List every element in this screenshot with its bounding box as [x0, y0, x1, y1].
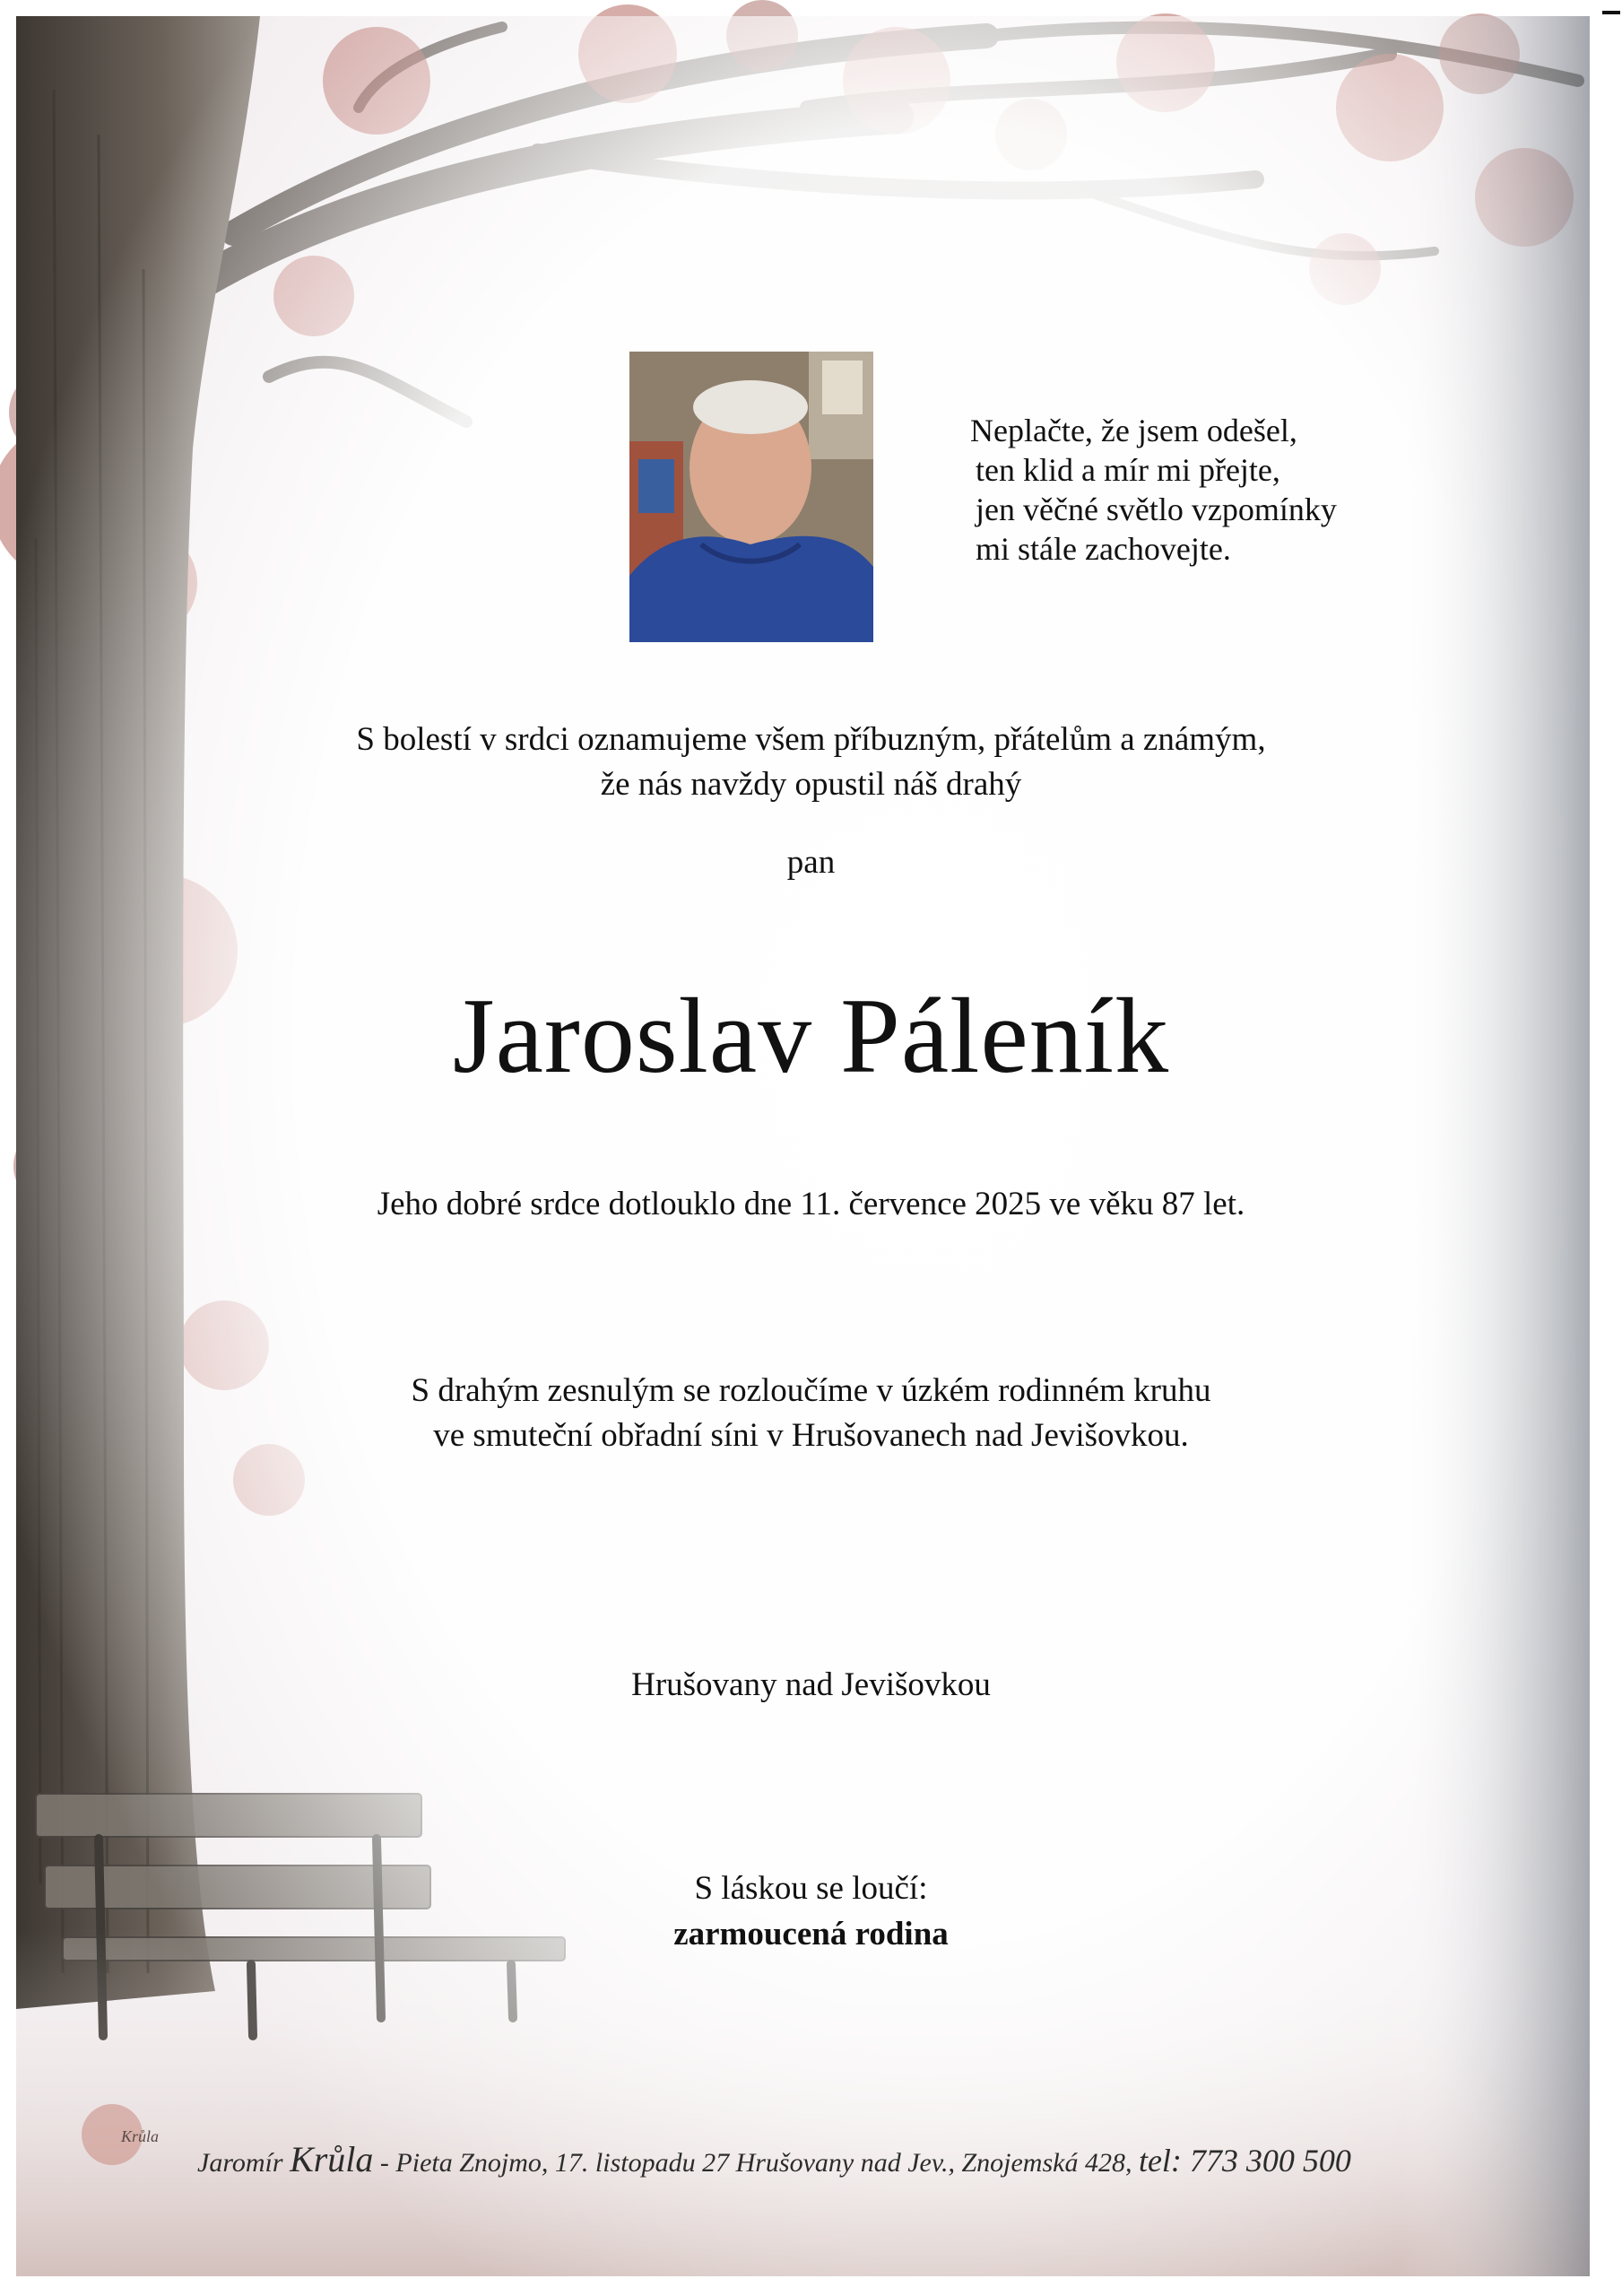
ceremony-line: S drahým zesnulým se rozloučíme v úzkém rodinném kruhu: [411, 1372, 1211, 1409]
corner-crop-mark: [1602, 11, 1620, 14]
ceremony-info: [0, 1369, 1622, 1458]
poem-line: Neplačte, že jsem odešel,: [970, 413, 1297, 448]
deceased-name: Jaroslav Páleník: [452, 976, 1170, 1095]
announcement-line: S bolestí v srdci oznamujeme všem příbuzným, přátelům a známým,: [356, 721, 1266, 758]
poem-line: mi stále zachovejte.: [976, 531, 1231, 567]
footer-surname: Krůla: [290, 2139, 374, 2179]
farewell-text: S láskou se loučí:: [694, 1870, 928, 1907]
footer-contact: [197, 2138, 1542, 2180]
poem-line: jen věčné světlo vzpomínky: [976, 491, 1337, 527]
poem: [970, 411, 1472, 569]
portrait-photo: [629, 352, 873, 642]
footer-addresses: - Pieta Znojmo, 17. listopadu 27 Hrušovany nad Jev., Znojemská 428,: [379, 2148, 1132, 2178]
footer-first-name: Jaromír: [197, 2148, 283, 2178]
ceremony-line: ve smuteční obřadní síni v Hrušovanech nad Jevišovkou.: [433, 1417, 1189, 1454]
place: Hrušovany nad Jevišovkou: [631, 1666, 991, 1703]
family-signature: zarmoucená rodina: [673, 1916, 949, 1952]
funeral-service-logo: [76, 2099, 193, 2170]
footer-phone: tel: 773 300 500: [1138, 2143, 1351, 2179]
announcement-line: že nás navždy opustil náš drahý: [600, 766, 1022, 803]
poem-line: ten klid a mír mi přejte,: [976, 452, 1280, 488]
announcement: [0, 718, 1622, 807]
death-notice: Jeho dobré srdce dotlouklo dne 11. července 2025 ve věku 87 let.: [377, 1186, 1245, 1222]
logo-text: Krůla: [121, 2127, 160, 2145]
honorific: pan: [786, 844, 836, 881]
